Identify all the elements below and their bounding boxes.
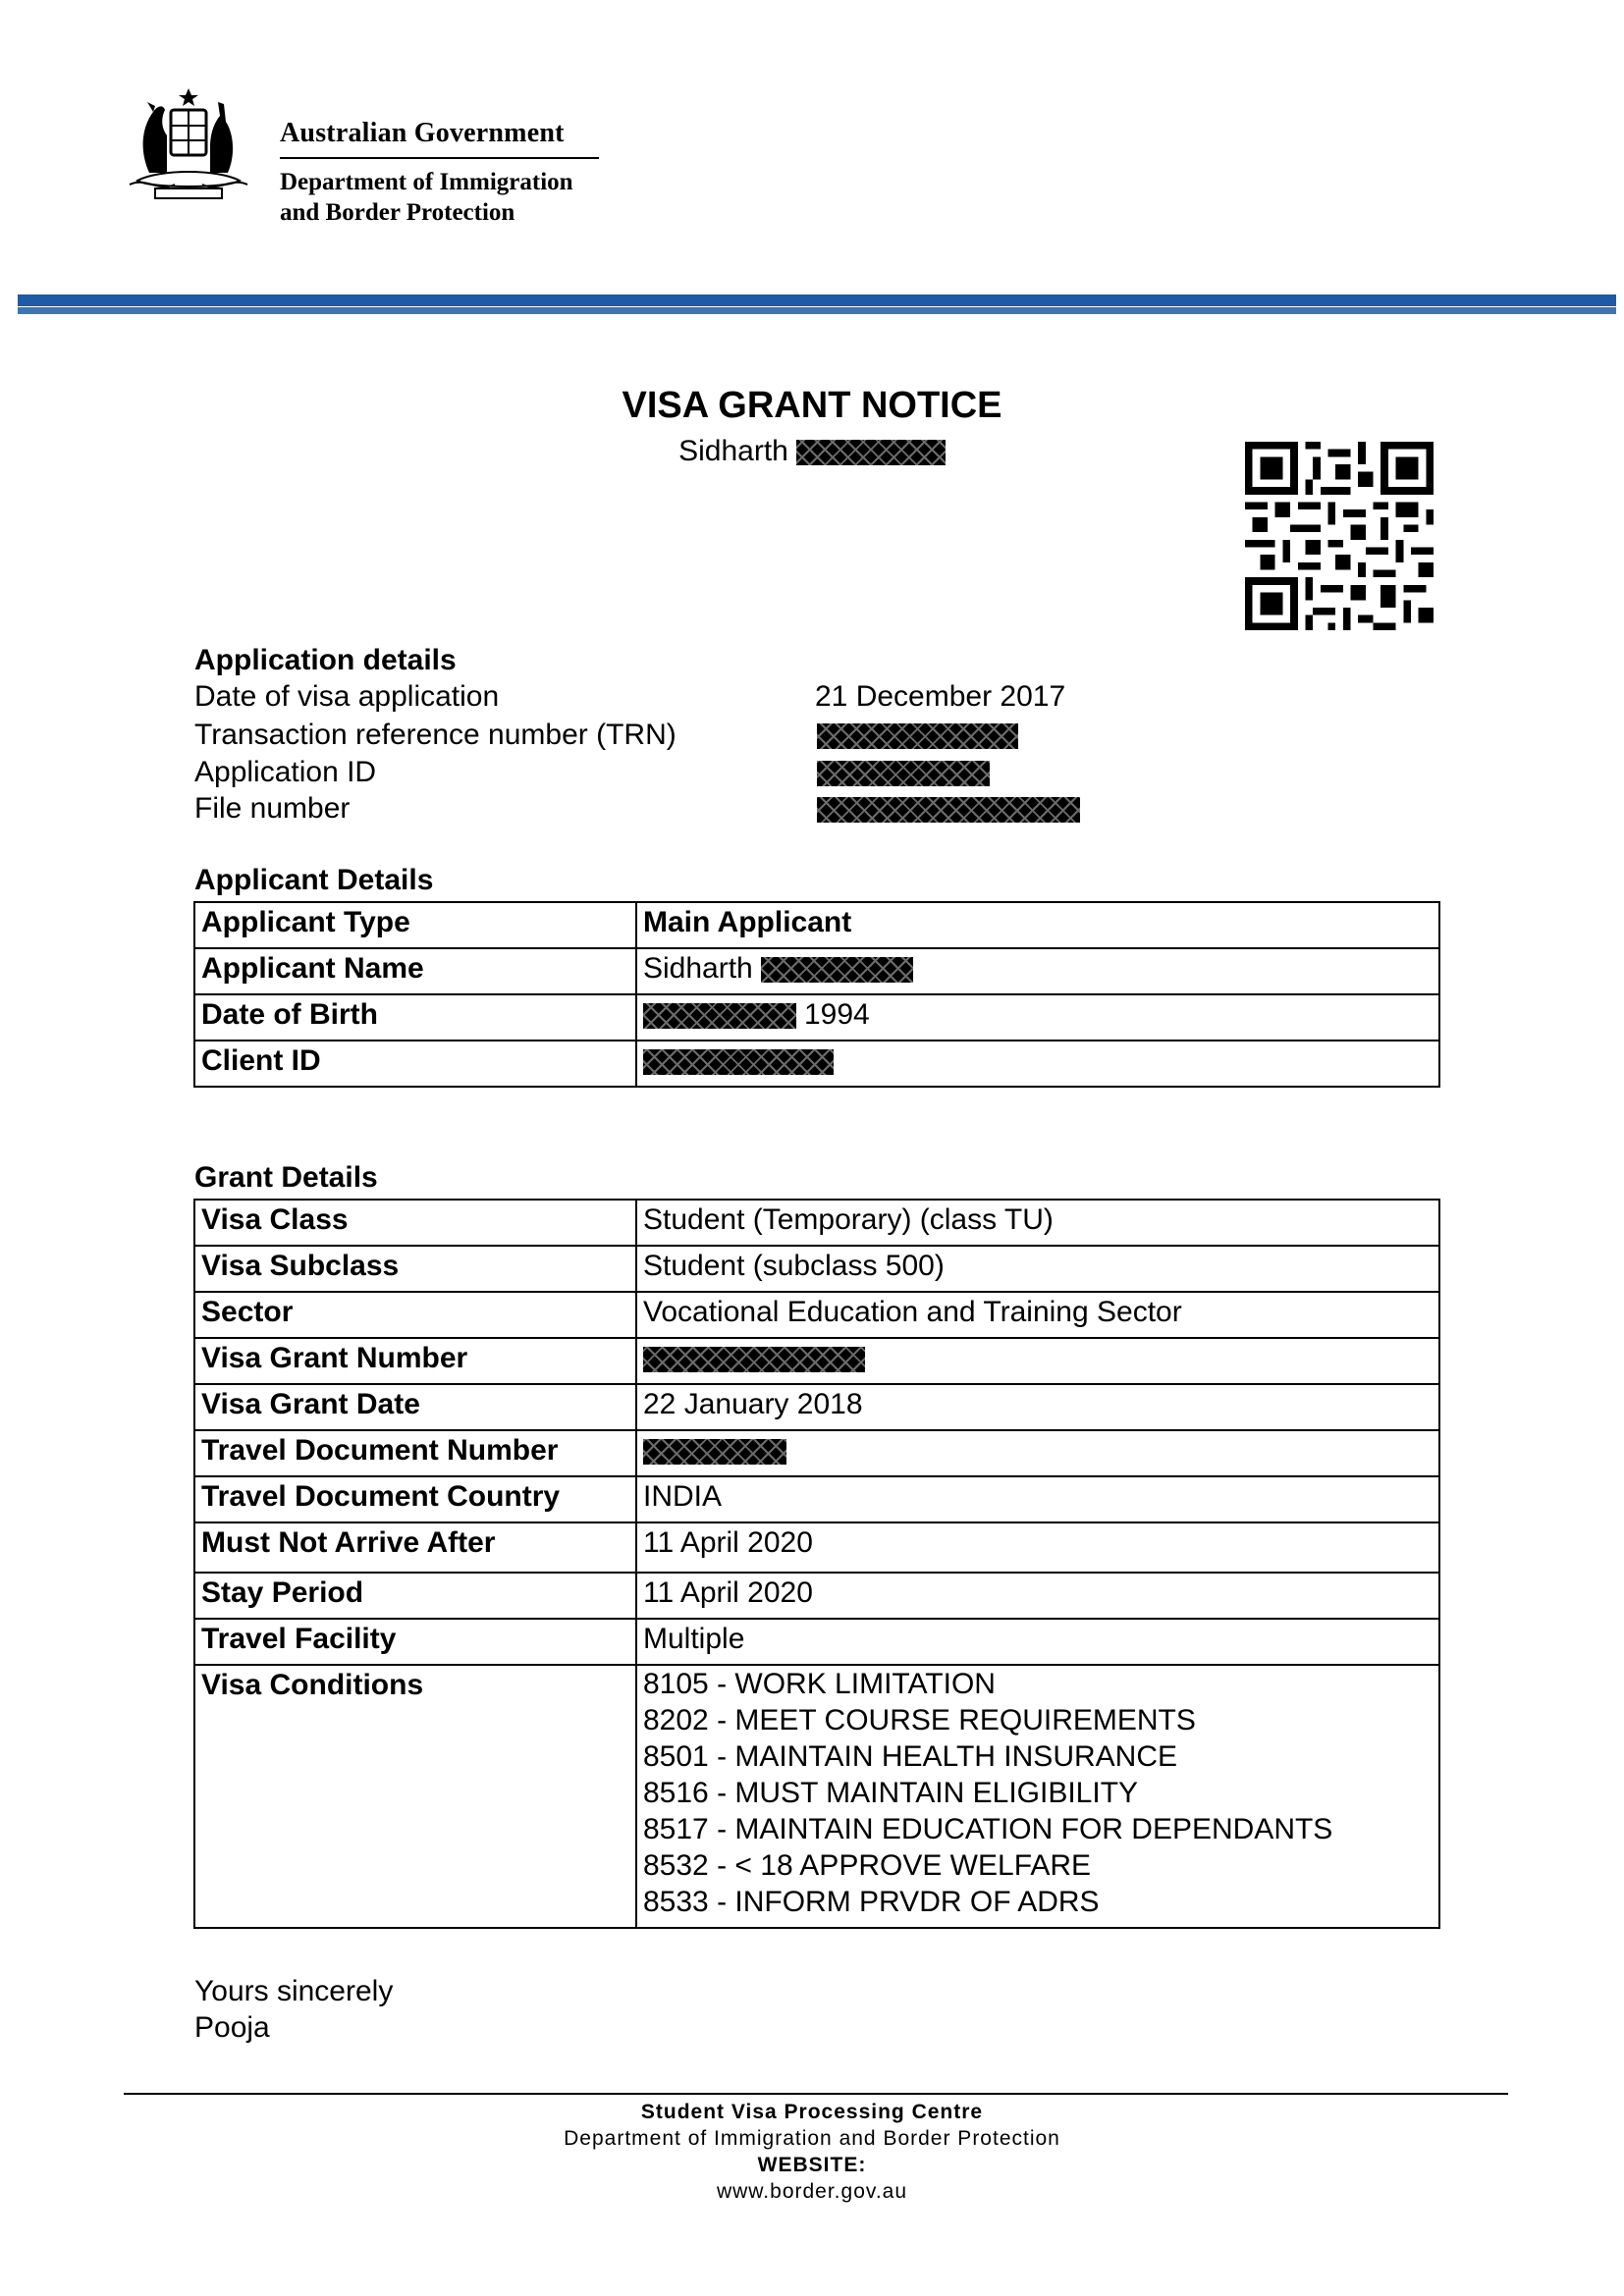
redacted-value [817,797,1080,823]
redacted-birth-day-month [643,1003,796,1029]
closing [194,1973,393,2046]
table-value: 22 January 2018 [636,1384,1439,1430]
recipient-first-name: Sidharth [678,435,788,467]
applicant-details-table [193,901,1440,1088]
visa-conditions-list [636,1665,1439,1928]
detail-row-trn [194,719,1176,756]
salutation: Yours sincerely [194,1975,394,2007]
grant-details-table [193,1199,1440,1929]
redacted-surname [796,440,946,465]
department-name [280,167,573,228]
table-value [636,1041,1439,1087]
table-value: Vocational Education and Training Sector [636,1292,1439,1338]
department-line-2: and Border Protection [280,199,515,226]
application-details-heading: Application details [194,644,457,676]
table-row [194,1200,1439,1246]
website-link[interactable]: www.border.gov.au [716,2180,908,2203]
table-value [636,948,1439,994]
qr-code-icon [1245,442,1434,630]
footer-department: Department of Immigration and Border Protection [564,2127,1060,2150]
table-value: 11 April 2020 [636,1573,1439,1619]
table-row [194,1665,1439,1928]
table-value: INDIA [636,1476,1439,1522]
table-row [194,1430,1439,1476]
visa-condition: 8532 - < 18 APPROVE WELFARE [643,1849,1092,1882]
table-row [194,1476,1439,1522]
detail-row-file-number [194,792,1176,829]
redacted-value [643,1347,865,1372]
table-row [194,1292,1439,1338]
table-value [636,1338,1439,1384]
table-value: Multiple [636,1619,1439,1665]
table-key: Applicant Type [194,902,636,948]
table-row [194,1041,1439,1087]
redacted-value [643,1049,834,1075]
table-row [194,902,1439,948]
table-value: Student (Temporary) (class TU) [636,1200,1439,1246]
table-row [194,1573,1439,1619]
table-row [194,1522,1439,1573]
table-key: Date of Birth [194,994,636,1041]
table-key: Applicant Name [194,948,636,994]
birth-year: 1994 [804,998,870,1031]
detail-label: File number [194,792,351,825]
table-key: Visa Grant Date [194,1384,636,1430]
visa-condition: 8105 - WORK LIMITATION [643,1668,996,1700]
footer-divider [124,2093,1508,2095]
coat-of-arms-icon [110,82,267,208]
table-key: Must Not Arrive After [194,1522,636,1573]
table-row [194,1338,1439,1384]
detail-label: Application ID [194,756,377,788]
redacted-surname [761,957,913,983]
table-key: Client ID [194,1041,636,1087]
table-key: Visa Class [194,1200,636,1246]
table-key: Sector [194,1292,636,1338]
table-row [194,1246,1439,1292]
redacted-value [643,1439,786,1465]
table-key: Visa Subclass [194,1246,636,1292]
table-value [636,1430,1439,1476]
applicant-details-heading: Applicant Details [194,864,434,896]
table-key: Travel Document Number [194,1430,636,1476]
header-band-lower [18,307,1616,314]
header-band [18,294,1616,306]
visa-condition: 8501 - MAINTAIN HEALTH INSURANCE [643,1740,1177,1773]
table-key: Visa Conditions [194,1665,636,1928]
visa-condition: 8202 - MEET COURSE REQUIREMENTS [643,1704,1196,1736]
detail-row-application-date [194,680,1176,718]
header-divider [280,157,599,159]
table-row [194,994,1439,1041]
redacted-value [817,761,990,786]
signatory: Pooja [194,2011,270,2044]
notice-title: VISA GRANT NOTICE [622,385,1002,426]
table-value: 11 April 2020 [636,1522,1439,1573]
table-key: Visa Grant Number [194,1338,636,1384]
table-row [194,1384,1439,1430]
table-key: Travel Facility [194,1619,636,1665]
table-value: Student (subclass 500) [636,1246,1439,1292]
table-row [194,1619,1439,1665]
table-value: Main Applicant [636,902,1439,948]
grant-details-heading: Grant Details [194,1161,378,1194]
detail-label: Date of visa application [194,680,500,713]
government-name: Australian Government [280,118,565,148]
redacted-value [817,723,1018,749]
visa-condition: 8533 - INFORM PRVDR OF ADRS [643,1886,1100,1918]
footer-centre: Student Visa Processing Centre [640,2101,984,2123]
detail-row-application-id [194,756,1176,793]
table-key: Travel Document Country [194,1476,636,1522]
table-key: Stay Period [194,1573,636,1619]
applicant-first-name: Sidharth [643,952,753,985]
detail-label: Transaction reference number (TRN) [194,719,677,751]
table-value [636,994,1439,1041]
website-label: WEBSITE: [757,2154,867,2176]
visa-condition: 8517 - MAINTAIN EDUCATION FOR DEPENDANTS [643,1813,1333,1845]
footer [0,2099,1624,2205]
department-line-1: Department of Immigration [280,169,573,195]
visa-condition: 8516 - MUST MAINTAIN ELIGIBILITY [643,1777,1139,1809]
footer-website [0,2152,1624,2205]
detail-value: 21 December 2017 [815,680,1066,713]
table-row [194,948,1439,994]
